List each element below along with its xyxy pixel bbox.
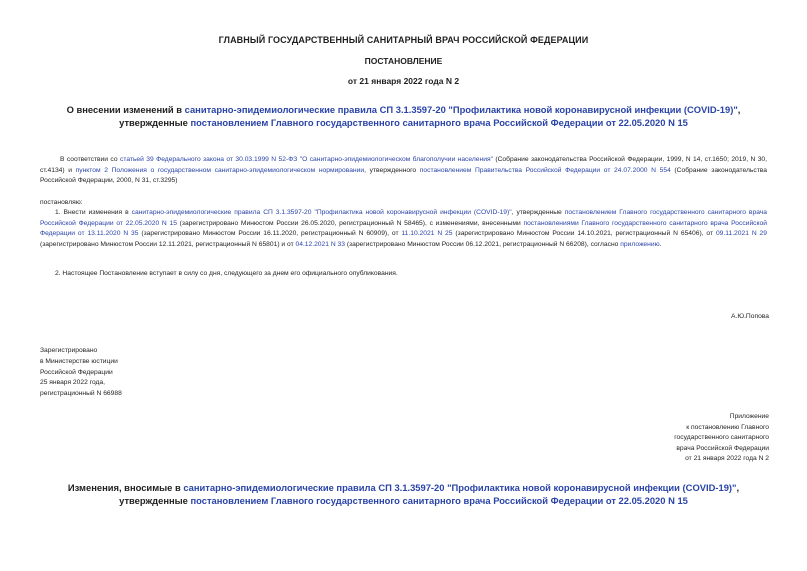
link-resolution-29[interactable]: 09.11.2021 N 29	[715, 230, 767, 238]
appendix-line: государственного санитарного	[674, 434, 769, 442]
text-fragment: (зарегистрировано Минюстом России 06.12.2021, регистрационный N 66208), согласно	[344, 241, 621, 249]
document-title	[40, 104, 767, 129]
link-federal-law-article-39[interactable]: статьей 39 Федерального закона от 30.03.1999 N 52-ФЗ "О санитарно-эпидемиологическом благополучии населения"	[119, 156, 493, 163]
appendix-title	[40, 482, 767, 507]
appendix-title-link-resolution[interactable]: постановлением Главного государственного санитарного врача Российской Федерации от 22.05.2020 N 15	[190, 494, 688, 506]
text-fragment: , утвержденные	[511, 209, 565, 216]
text-fragment: , утвержденного	[364, 166, 420, 174]
link-regulation-point-2[interactable]: пунктом 2 Положения о государственном санитарно-эпидемиологическом нормировании	[75, 166, 365, 174]
link-resolution-15[interactable]: постановлением Главного государственного санитарного врача Российской Федерации от 22.05.2020 N 15	[40, 209, 767, 227]
link-appendix[interactable]: приложению	[620, 241, 660, 249]
text-fragment: (Собрание законодательства Российской Федерации, 2000, N 31, ст.3295)	[40, 166, 767, 185]
preamble-paragraph	[40, 155, 767, 187]
title-link-sanitary-rules[interactable]: санитарно-эпидемиологические правила СП 3.1.3597-20 "Профилактика новой коронавирусной инфекции (COVID-19)"	[184, 104, 738, 115]
text-fragment: (зарегистрировано Минюстом России 12.11.2021, регистрационный N 65801) и от	[40, 241, 296, 249]
appendix-line: к постановлению Главного	[686, 423, 769, 431]
document-date-number: от 21 января 2022 года N 2	[347, 76, 460, 86]
text-fragment: (Собрание законодательства Российской Федерации, 1999, N 14, ст.1650; 2019, N 30, ст.4134) и	[40, 156, 767, 174]
link-resolution-35[interactable]: постановлениями Главного государственного санитарного врача Российской Федерации от 13.11.2020 N 35	[40, 219, 767, 238]
link-resolution-25[interactable]: 11.10.2021 N 25	[401, 230, 453, 238]
registration-line: Зарегистрировано	[40, 347, 98, 354]
title-link-resolution[interactable]: постановлением Главного государственного санитарного врача Российской Федерации от 22.05.2020 N 15	[190, 116, 688, 128]
title-middle: , утвержденные	[119, 104, 741, 128]
registration-line: в Министерстве юстиции	[40, 357, 118, 365]
text-fragment: 1. Внести изменения в	[55, 209, 132, 216]
item-2-paragraph: 2. Настоящее Постановление вступает в силу со дня, следующего за днем его официального опубликования.	[55, 270, 398, 277]
appendix-title-link-sanitary-rules[interactable]: санитарно-эпидемиологические правила СП 3.1.3597-20 "Профилактика новой коронавирусной инфекции (COVID-19)"	[183, 482, 737, 493]
link-resolution-33[interactable]: 04.12.2021 N 33	[295, 241, 345, 249]
title-prefix: Изменения, вносимые в	[67, 482, 184, 493]
registration-line: 25 января 2022 года,	[40, 379, 106, 387]
text-fragment: (зарегистрировано Минюстом России 14.10.2021, регистрационный N 65406), от	[452, 230, 716, 238]
appendix-line: Приложение	[729, 413, 769, 420]
title-middle: , утвержденные	[119, 482, 740, 506]
title-prefix: О внесении изменений в	[66, 104, 185, 115]
appendix-block	[674, 412, 769, 465]
registration-line: Российской Федерации	[40, 368, 113, 376]
appendix-line: врача Российской Федерации	[676, 444, 769, 452]
text-fragment: .	[659, 241, 662, 249]
registration-line: регистрационный N 66988	[40, 390, 122, 398]
text-fragment: (зарегистрировано Минюстом России 16.11.2020, регистрационный N 60909), от	[138, 230, 402, 238]
resolved-label: постановляю:	[40, 199, 83, 206]
text-fragment: (зарегистрировано Минюстом России 26.05.2020, регистрационный N 58465), с изменениями, внесенными	[176, 219, 524, 227]
item-1-paragraph	[40, 208, 767, 251]
registration-block	[40, 346, 122, 400]
document-type: ПОСТАНОВЛЕНИЕ	[364, 56, 443, 66]
link-sanitary-rules[interactable]: санитарно-эпидемиологические правила СП 3.1.3597-20 "Профилактика новой коронавирусной инфекции (COVID-19)"	[131, 209, 512, 216]
issuing-authority: ГЛАВНЫЙ ГОСУДАРСТВЕННЫЙ САНИТАРНЫЙ ВРАЧ РОССИЙСКОЙ ФЕДЕРАЦИИ	[218, 35, 589, 45]
text-fragment: В соответствии со	[60, 156, 120, 163]
signature-name: А.Ю.Попова	[731, 313, 769, 320]
appendix-line: от 21 января 2022 года N 2	[685, 455, 769, 463]
link-government-resolution-554[interactable]: постановлением Правительства Российской Федерации от 24.07.2000 N 554	[419, 166, 671, 174]
